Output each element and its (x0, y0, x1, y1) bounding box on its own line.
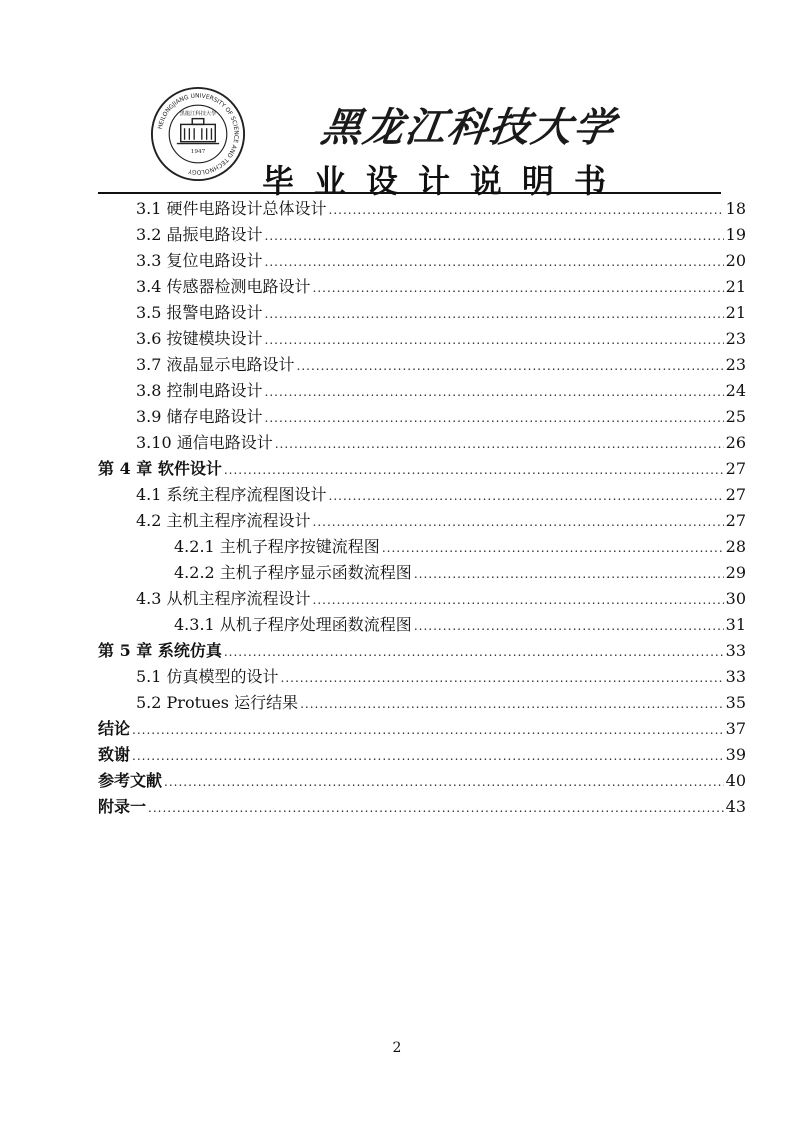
toc-entry-label: 4.2.1 主机子程序按键流程图 (174, 537, 380, 556)
toc-entry (136, 326, 746, 352)
toc-entry (98, 768, 746, 794)
seal-year: 1947 (190, 149, 206, 156)
toc-leader-dots (329, 483, 724, 509)
toc-entry-label: 3.6 按键模块设计 (136, 329, 263, 348)
toc-entry-label: 参考文献 (98, 771, 163, 790)
toc-entry-label: 3.1 硬件电路设计总体设计 (136, 199, 327, 218)
toc-entry-label: 3.7 液晶显示电路设计 (136, 355, 295, 374)
toc-leader-dots (164, 769, 724, 795)
toc-leader-dots (313, 587, 724, 613)
toc-leader-dots (265, 301, 724, 327)
toc-entry (136, 508, 746, 534)
toc-entry-page: 19 (725, 225, 746, 244)
toc-entry-page: 27 (725, 485, 746, 504)
toc-entry-page: 33 (725, 667, 746, 686)
toc-entry-page: 18 (725, 199, 746, 218)
toc-leader-dots (300, 691, 724, 717)
toc-entry-label: 3.10 通信电路设计 (136, 433, 273, 452)
toc-leader-dots (313, 275, 724, 301)
toc-entry (136, 404, 746, 430)
toc-entry (136, 248, 746, 274)
toc-entry (136, 196, 746, 222)
university-seal-icon (150, 86, 246, 182)
toc-leader-dots (382, 535, 724, 561)
toc-entry-label: 第 4 章 软件设计 (98, 459, 222, 478)
toc-entry-page: 33 (725, 641, 746, 660)
toc-entry-page: 37 (725, 719, 746, 738)
toc-entry-label: 3.5 报警电路设计 (136, 303, 263, 322)
toc-leader-dots (275, 431, 724, 457)
toc-entry-label: 4.3.1 从机子程序处理函数流程图 (174, 615, 412, 634)
toc-leader-dots (414, 613, 724, 639)
seal-top-text: 黑龍江科技大學 (179, 110, 217, 117)
toc-entry (136, 664, 746, 690)
page-number: 2 (392, 1040, 402, 1056)
toc-entry-page: 39 (725, 745, 746, 764)
document-title: 毕业设计说明书 (262, 162, 627, 200)
toc-entry (136, 690, 746, 716)
toc-entry-page: 31 (725, 615, 746, 634)
toc-entry (174, 534, 746, 560)
toc-entry-page: 28 (725, 537, 746, 556)
toc-leader-dots (297, 353, 724, 379)
toc-entry-label: 4.2 主机主程序流程设计 (136, 511, 311, 530)
toc-entry (174, 560, 746, 586)
toc-entry (136, 378, 746, 404)
toc-entry-label: 3.4 传感器检测电路设计 (136, 277, 311, 296)
toc-entry (98, 456, 746, 482)
toc-entry-label: 5.2 Protues 运行结果 (136, 693, 299, 712)
toc-entry (136, 352, 746, 378)
toc-entry-page: 26 (725, 433, 746, 452)
university-name: 黑龙江科技大学 (318, 104, 619, 151)
toc-entry (136, 586, 746, 612)
toc-entry (136, 274, 746, 300)
document-header (0, 0, 794, 200)
toc-entry (136, 430, 746, 456)
toc-entry-page: 25 (725, 407, 746, 426)
header-rule (98, 192, 721, 194)
toc-entry-page: 35 (725, 693, 746, 712)
toc-entry-page: 40 (725, 771, 746, 790)
toc-entry (98, 638, 746, 664)
toc-leader-dots (132, 743, 724, 769)
toc-leader-dots (281, 665, 724, 691)
toc-entry-label: 第 5 章 系统仿真 (98, 641, 222, 660)
toc-entry-page: 24 (725, 381, 746, 400)
toc-entry-page: 27 (725, 511, 746, 530)
toc-leader-dots (224, 457, 724, 483)
seal-ring-text: HEILONGJIANG UNIVERSITY OF SCIENCE AND TECHNOLOGY (156, 92, 240, 176)
toc-entry-page: 20 (725, 251, 746, 270)
toc-leader-dots (265, 223, 724, 249)
toc-leader-dots (132, 717, 724, 743)
toc-entry-page: 43 (725, 797, 746, 816)
toc-entry-label: 4.2.2 主机子程序显示函数流程图 (174, 563, 412, 582)
toc-entry (136, 300, 746, 326)
toc-entry-label: 附录一 (98, 797, 147, 816)
toc-entry (136, 482, 746, 508)
toc-entry-page: 23 (725, 329, 746, 348)
toc-entry-label: 3.3 复位电路设计 (136, 251, 263, 270)
toc-entry (98, 742, 746, 768)
toc-leader-dots (329, 197, 724, 223)
toc-entry-label: 3.9 储存电路设计 (136, 407, 263, 426)
toc-entry-label: 5.1 仿真模型的设计 (136, 667, 279, 686)
toc-entry (98, 716, 746, 742)
toc-entry-page: 21 (725, 303, 746, 322)
toc-entry-page: 29 (725, 563, 746, 582)
toc-entry-page: 21 (725, 277, 746, 296)
toc-entry-page: 27 (725, 459, 746, 478)
toc-entry (136, 222, 746, 248)
toc-leader-dots (414, 561, 724, 587)
toc-leader-dots (265, 327, 724, 353)
toc-entry-label: 4.1 系统主程序流程图设计 (136, 485, 327, 504)
toc-leader-dots (265, 379, 724, 405)
toc-entry-label: 结论 (98, 719, 131, 738)
toc-leader-dots (313, 509, 724, 535)
toc-entry (174, 612, 746, 638)
toc-leader-dots (148, 795, 724, 821)
toc-entry-label: 4.3 从机主程序流程设计 (136, 589, 311, 608)
toc-leader-dots (224, 639, 724, 665)
toc-entry-label: 3.2 晶振电路设计 (136, 225, 263, 244)
toc-leader-dots (265, 249, 724, 275)
toc-entry-label: 3.8 控制电路设计 (136, 381, 263, 400)
toc-entry-page: 23 (725, 355, 746, 374)
toc-entry-label: 致谢 (98, 745, 131, 764)
toc-entry-page: 30 (725, 589, 746, 608)
toc-entry (98, 794, 746, 820)
toc-leader-dots (265, 405, 724, 431)
